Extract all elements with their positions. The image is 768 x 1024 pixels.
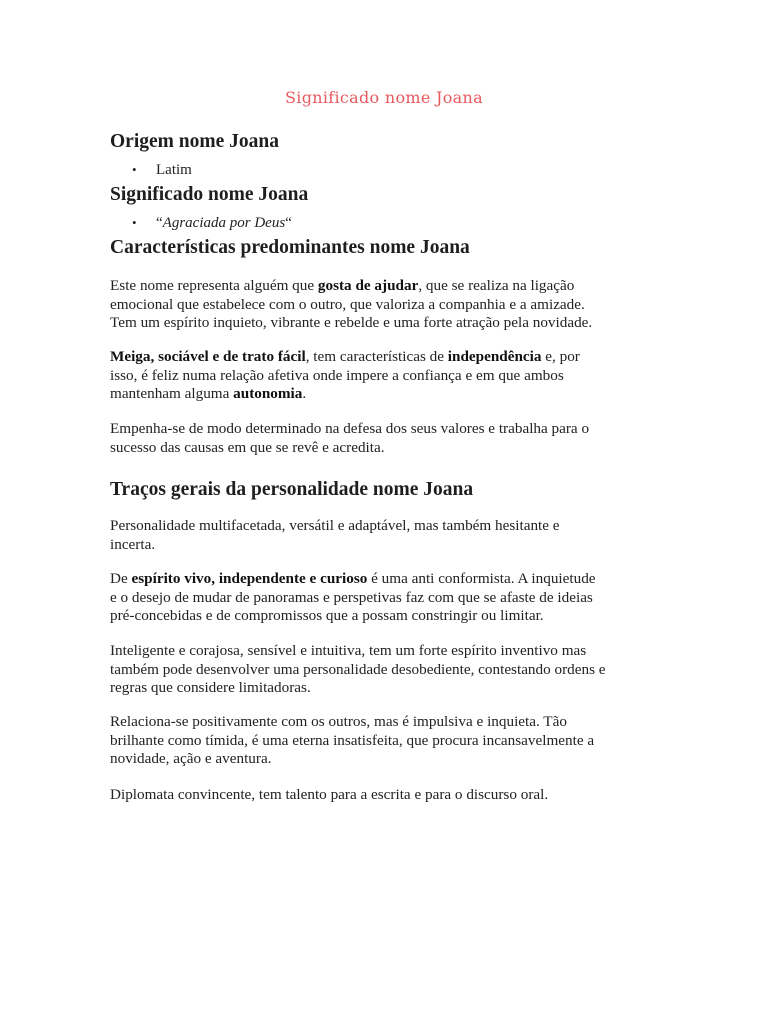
paragraph: Empenha-se de modo determinado na defesa dos seus valores e trabalha para o sucesso das causas em que se revê e acredita. [110,420,590,456]
heading-origem: Origem nome Joana [110,131,279,152]
paragraph: Relaciona-se positivamente com os outros, mas é impulsiva e inquieta. Tão brilhante como tímida, é uma eterna insatisfeita, que procura incansavelmente a novidade, ação e aventura. [110,713,595,767]
paragraph: Diplomata convincente, tem talento para a escrita e para o discurso oral. [110,786,549,803]
page-title: Significado nome Joana [285,88,483,107]
origem-list [110,161,192,179]
heading-significado: Significado nome Joana [110,184,309,205]
meaning-text: Agraciada por Deus [162,215,286,231]
list-item: • Latim [110,161,192,179]
paragraph: Meiga, sociável e de trato fácil, tem características de independência e, por isso, é feliz numa relação afetiva onde impere a confiança e em que ambos mantenham alguma autonomia. [110,348,580,402]
list-item: • “Agraciada por Deus“ [110,214,292,232]
paragraph: Este nome representa alguém que gosta de ajudar, que se realiza na ligação emocional que estabelece com o outro, que valoriza a companhia e a amizade. Tem um espírito inquieto, vibrante e rebelde e uma forte atração pela novidade. [110,277,593,331]
significado-list [110,214,292,232]
paragraph: De espírito vivo, independente e curioso é uma anti conformista. A inquietude e o desejo de mudar de panoramas e perspetivas faz com que se afaste de ideias pré-concebidas e de compromissos que a possam constringir ou limitar. [110,570,596,624]
heading-caracteristicas: Características predominantes nome Joana [110,237,470,258]
paragraph: Personalidade multifacetada, versátil e adaptável, mas também hesitante e incerta. [110,517,560,553]
paragraph: Inteligente e corajosa, sensível e intuitiva, tem um forte espírito inventivo mas também pode desenvolver uma personalidade desobediente, contestando ordens e regras que considere limitadoras. [110,642,606,696]
heading-tracos: Traços gerais da personalidade nome Joana [110,479,474,500]
